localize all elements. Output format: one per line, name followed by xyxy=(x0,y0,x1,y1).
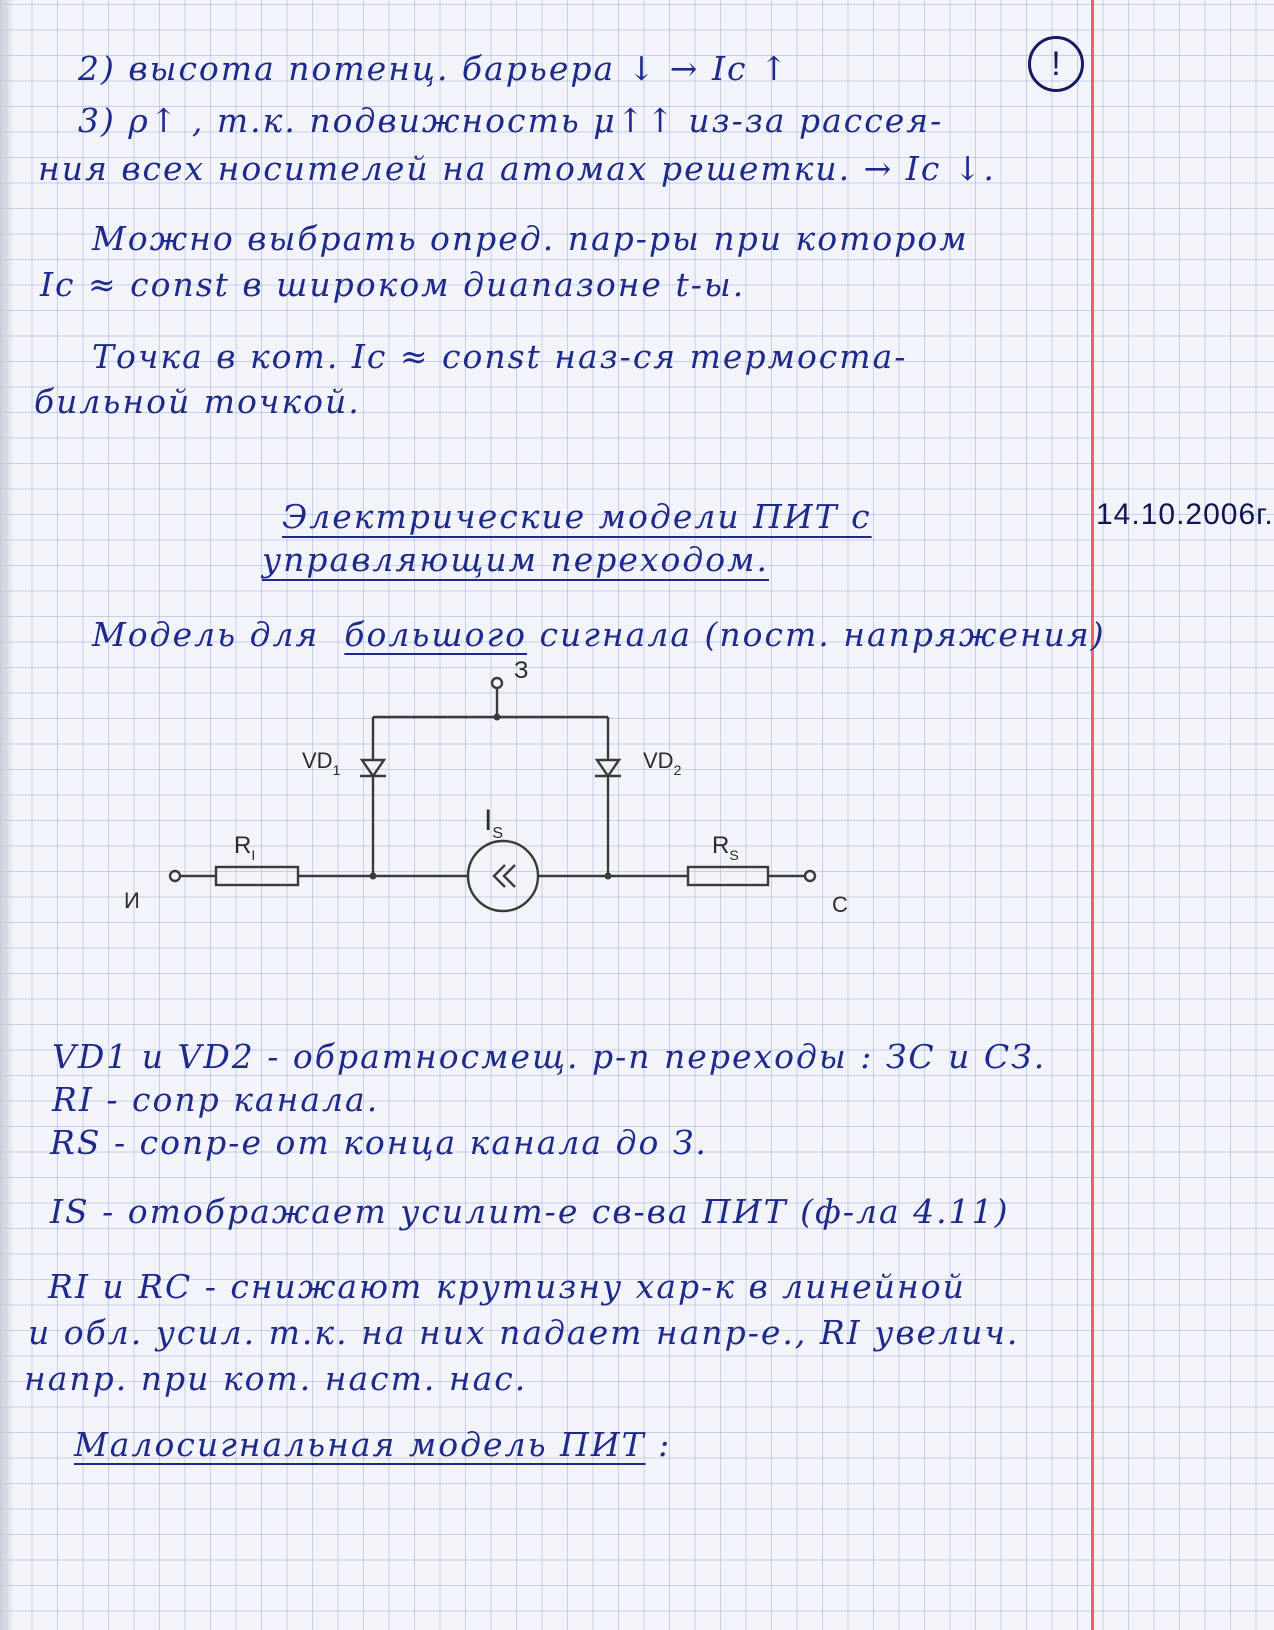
is-label xyxy=(484,804,503,842)
is-label-sub: S xyxy=(492,825,504,842)
definition-rs: RS - сопр-е от конца канала до З. xyxy=(50,1123,708,1162)
section-heading-2-suffix: : xyxy=(658,1425,672,1464)
note-line-2: 3) ρ↑ , т.к. подвижность μ↑↑ из-за рассея- xyxy=(78,101,944,140)
ri-label-text: R xyxy=(234,832,252,859)
section-heading-line-2: управляющим переходом. xyxy=(262,540,769,579)
section-heading-2 xyxy=(74,1425,672,1464)
gate-label: З xyxy=(514,657,529,684)
definition-vd: VD1 и VD2 - обратносмещ. p-n переходы : ЗС и СЗ. xyxy=(52,1037,1047,1076)
definition-is: IS - отображает усилит-е св-ва ПИТ (ф-ла 4.11) xyxy=(50,1192,1010,1231)
is-label-text: I xyxy=(484,804,493,837)
rs-label-text: R xyxy=(712,832,730,859)
vd1-label xyxy=(302,748,341,778)
section-heading-2-text: Малосигнальная модель ПИТ xyxy=(74,1425,646,1464)
rs-label xyxy=(712,832,739,863)
source-label: И xyxy=(124,888,140,913)
paragraph-2-line-2: бильной точкой. xyxy=(34,382,361,421)
model-caption-suffix: сигнала (пост. напряжения) xyxy=(539,615,1106,654)
ri-label-sub: I xyxy=(251,847,256,863)
rs-resistor xyxy=(688,867,768,885)
paragraph-1-line-1: Можно выбрать опред. пар-ры при котором xyxy=(92,219,969,258)
note-line-1: 2) высота потенц. барьера ↓ → Iс ↑ xyxy=(78,49,790,88)
section-heading-line-1: Электрические модели ПИТ с xyxy=(282,497,872,536)
drain-label: С xyxy=(832,892,848,917)
paragraph-3-line-1: RI и RС - снижают крутизну хар-к в линейной xyxy=(48,1267,966,1306)
vd1-diode-triangle xyxy=(362,760,384,776)
current-source-arrows xyxy=(494,865,515,887)
model-caption-prefix: Модель для xyxy=(92,615,320,654)
model-caption-underlined: большого xyxy=(344,615,528,654)
paragraph-3-line-3: напр. при кот. наст. нас. xyxy=(24,1359,528,1398)
paragraph-3-line-2: и обл. усил. т.к. на них падает напр-е., RI увелич. xyxy=(28,1313,1020,1352)
date: 14.10.2006г. xyxy=(1096,498,1274,531)
vd2-label xyxy=(643,748,682,778)
ri-label xyxy=(234,832,255,863)
exclamation-mark: ! xyxy=(1051,44,1061,83)
vd1-label-text: VD xyxy=(302,748,333,773)
note-line-3: ния всех носителей на атомах решетки. → Iс ↓. xyxy=(38,149,996,188)
rs-label-sub: S xyxy=(729,847,739,863)
paragraph-1-line-2: Iс ≈ const в широком диапазоне t-ы. xyxy=(40,265,746,304)
vd2-diode-triangle xyxy=(597,760,619,776)
vd1-label-sub: 1 xyxy=(332,762,341,778)
node-left xyxy=(370,873,377,880)
definition-ri: RI - сопр канала. xyxy=(52,1080,380,1119)
paragraph-2-line-1: Точка в кот. Iс ≈ const наз-ся термостa- xyxy=(92,337,908,376)
drain-terminal xyxy=(805,871,815,881)
source-terminal xyxy=(170,871,180,881)
vd2-label-sub: 2 xyxy=(673,762,682,778)
ri-resistor xyxy=(216,867,298,885)
gate-terminal xyxy=(492,678,502,688)
vd2-label-text: VD xyxy=(643,748,674,773)
node-right xyxy=(605,873,612,880)
